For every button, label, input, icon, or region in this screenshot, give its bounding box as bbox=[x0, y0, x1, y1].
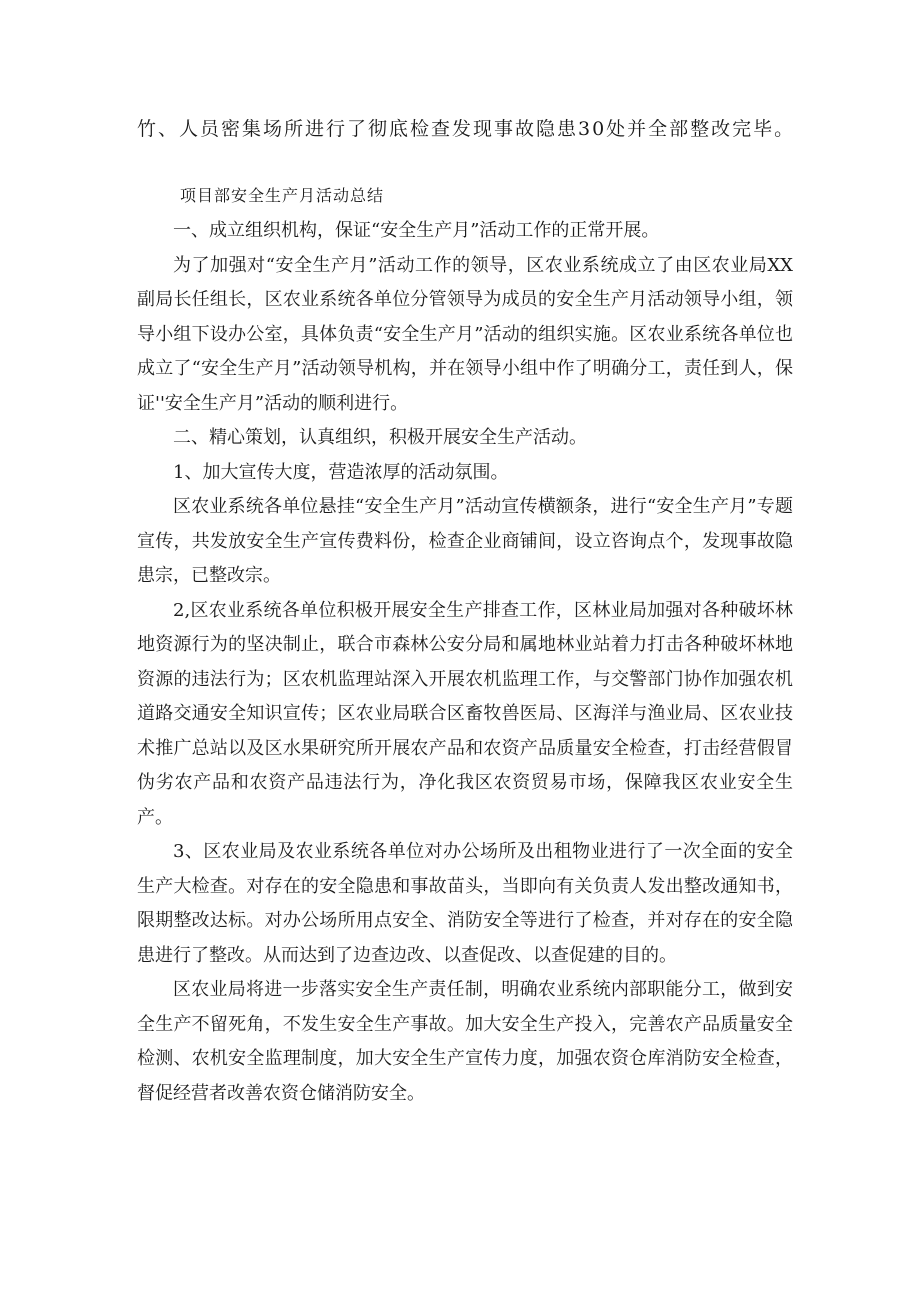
section-title: 项目部安全生产月活动总结 bbox=[180, 186, 385, 205]
paragraph-subheading-1: 1、加大宣传大度，营造浓厚的活动氛围。 bbox=[173, 461, 509, 483]
paragraph-publicity: 区农业系统各单位悬挂“安全生产月”活动宣传横额条，进行“安全生产月”专题宣传，共发放安全生产宣传费料份，检查企业商铺间，设立咨询点个，发现事故隐患宗，已整改宗。 bbox=[137, 496, 793, 586]
paragraph-heading-2: 二、精心策划，认真组织，积极开展安全生产活动。 bbox=[173, 427, 587, 448]
paragraph-office-check: 3、区农业局及农业系统各单位对办公场所及出租物业进行了一次全面的安全生产大检查。对存在的安全隐患和事故苗头，当即向有关负责人发出整改通知书，限期整改达标。对办公场所用点安全、消防安全等进行了检查，并对存在的安全隐患进行了整改。从而达到了边查边改、以查促改、以查促建的目的。 bbox=[137, 841, 793, 966]
continued-line: 竹、人员密集场所进行了彻底检查发现事故隐患30处并全部整改完毕。 bbox=[137, 118, 796, 140]
paragraph-inspection: 2,区农业系统各单位积极开展安全生产排查工作，区林业局加强对各种破坏林地资源行为的坚决制止，联合市森林公安分局和属地林业站着力打击各种破坏林地资源的违法行为；区农机监理站深入开展农机监理工作，与交警部门协作加强农机道路交通安全知识宣传；区农业局联合区畜牧兽医局、区海洋与渔业局、区农业技术推广总站以及区水果研究所开展农产品和农资产品质量安全检查，打击经营假冒伪劣农产品和农资产品违法行为，净化我区农资贸易市场，保障我区农业安全生产。 bbox=[137, 599, 793, 828]
paragraph-conclusion: 区农业局将进一步落实安全生产责任制，明确农业系统内部职能分工，做到安全生产不留死角，不发生安全生产事故。加大安全生产投入，完善农产品质量安全检测、农机安全监理制度，加大安全生产宣传力度，加强农资仓库消防安全检查，督促经营者改善农资仓储消防安全。 bbox=[137, 979, 793, 1104]
paragraph-heading-1: 一、成立组织机构，保证“安全生产月”活动工作的正常开展。 bbox=[173, 220, 660, 241]
document-body bbox=[137, 214, 793, 1111]
paragraph-organization: 为了加强对“安全生产月”活动工作的领导，区农业系统成立了由区农业局XX副局长任组长，区农业系统各单位分管领导为成员的安全生产月活动领导小组，领导小组下设办公室，具体负责“安全生产月”活动的组织实施。区农业系统各单位也成立了“安全生产月”活动领导机构，并在领导小组中作了明确分工，责任到人，保证''安全生产月”活动的顺利进行。 bbox=[137, 254, 793, 414]
